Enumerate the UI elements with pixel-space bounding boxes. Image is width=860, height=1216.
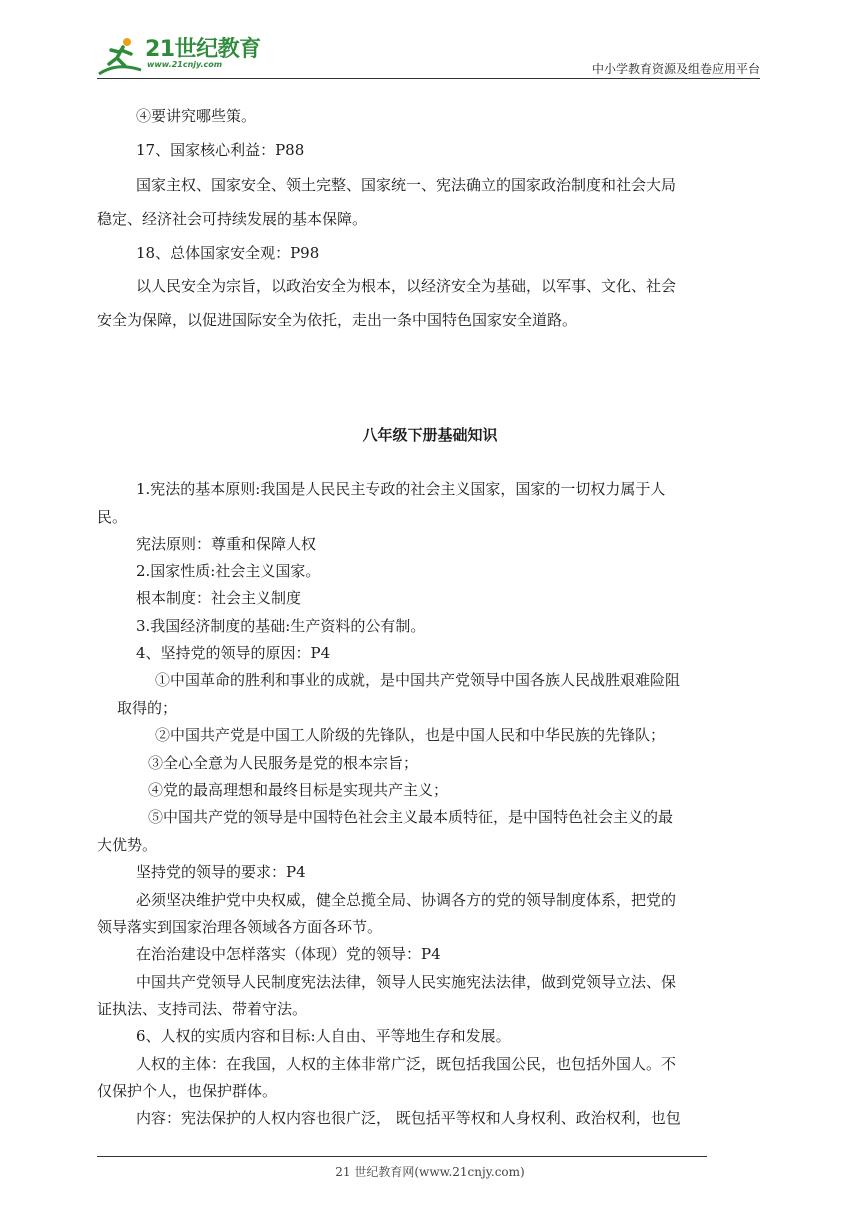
text-line: 内容：宪法保护的人权内容也很广泛， 既包括平等权和人身权利、政治权利，也包 bbox=[136, 1109, 681, 1127]
text-line: 以人民安全为宗旨，以政治安全为根本，以经济安全为基础，以军事、文化、社会 bbox=[136, 277, 677, 295]
page-header bbox=[97, 30, 760, 82]
text-line: 仅保护个人，也保护群体。 bbox=[97, 1082, 278, 1100]
text-line: 坚持党的领导的要求：P4 bbox=[136, 863, 306, 881]
text-line: 必须坚决维护党中央权威，健全总揽全局、协调各方的党的领导制度体系，把党的 bbox=[136, 891, 677, 909]
text-line: 2.国家性质:社会主义国家。 bbox=[136, 562, 321, 580]
section-title: 八年级下册基础知识 bbox=[362, 426, 498, 444]
text-line: ③全心全意为人民服务是党的根本宗旨； bbox=[148, 754, 419, 772]
page-footer: 21 世纪教育网(www.21cnjy.com) bbox=[335, 1165, 525, 1179]
text-line: ⑤中国共产党的领导是中国特色社会主义最本质特征，是中国特色社会主义的最 bbox=[148, 808, 674, 826]
logo-url: www.21cnjy.com bbox=[147, 60, 223, 69]
text-line: 18、总体国家安全观：P98 bbox=[136, 244, 320, 262]
text-line: 1.宪法的基本原则:我国是人民民主专政的社会主义国家，国家的一切权力属于人 bbox=[136, 480, 666, 498]
text-line: ②中国共产党是中国工人阶级的先锋队，也是中国人民和中华民族的先锋队； bbox=[155, 726, 666, 744]
text-line: 大优势。 bbox=[97, 836, 158, 854]
logo-text: 21世纪教育 bbox=[145, 37, 261, 62]
text-line: 证执法、支持司法、带着守法。 bbox=[97, 1000, 308, 1018]
text-line: ④党的最高理想和最终目标是实现共产主义； bbox=[148, 781, 449, 799]
text-line: 6、人权的实质内容和目标:人自由、平等地生存和发展。 bbox=[136, 1027, 511, 1045]
text-line: 中国共产党领导人民制度宪法法律，领导人民实施宪法法律，做到党领导立法、保 bbox=[136, 973, 677, 991]
text-line: ①中国革命的胜利和事业的成就，是中国共产党领导中国各族人民战胜艰难险阻 bbox=[155, 671, 681, 689]
text-line: 安全为保障，以促进国际安全为依托，走出一条中国特色国家安全道路。 bbox=[97, 311, 578, 329]
text-line: 人权的主体：在我国，人权的主体非常广泛，既包括我国公民，也包括外国人。不 bbox=[136, 1055, 677, 1073]
text-line: 民。 bbox=[97, 508, 128, 526]
text-line: 17、国家核心利益：P88 bbox=[136, 141, 305, 159]
platform-name: 中小学教育资源及组卷应用平台 bbox=[591, 62, 760, 76]
text-line: 在治治建设中怎样落实（体现）党的领导：P4 bbox=[136, 945, 441, 963]
text-line: 国家主权、国家安全、领土完整、国家统一、宪法确立的国家政治制度和社会大局 bbox=[136, 176, 677, 194]
text-line: 取得的； bbox=[117, 699, 178, 717]
text-line: ④要讲究哪些策。 bbox=[136, 107, 257, 125]
footer-divider bbox=[97, 1156, 707, 1157]
text-line: 3.我国经济制度的基础:生产资料的公有制。 bbox=[136, 617, 426, 635]
text-line: 根本制度：社会主义制度 bbox=[136, 589, 302, 607]
text-line: 稳定、经济社会可持续发展的基本保障。 bbox=[97, 210, 368, 228]
header-divider bbox=[97, 78, 760, 79]
text-line: 宪法原则：尊重和保障人权 bbox=[136, 535, 317, 553]
text-line: 领导落实到国家治理各领域各方面各环节。 bbox=[97, 918, 383, 936]
text-line: 4、坚持党的领导的原因：P4 bbox=[136, 644, 331, 662]
